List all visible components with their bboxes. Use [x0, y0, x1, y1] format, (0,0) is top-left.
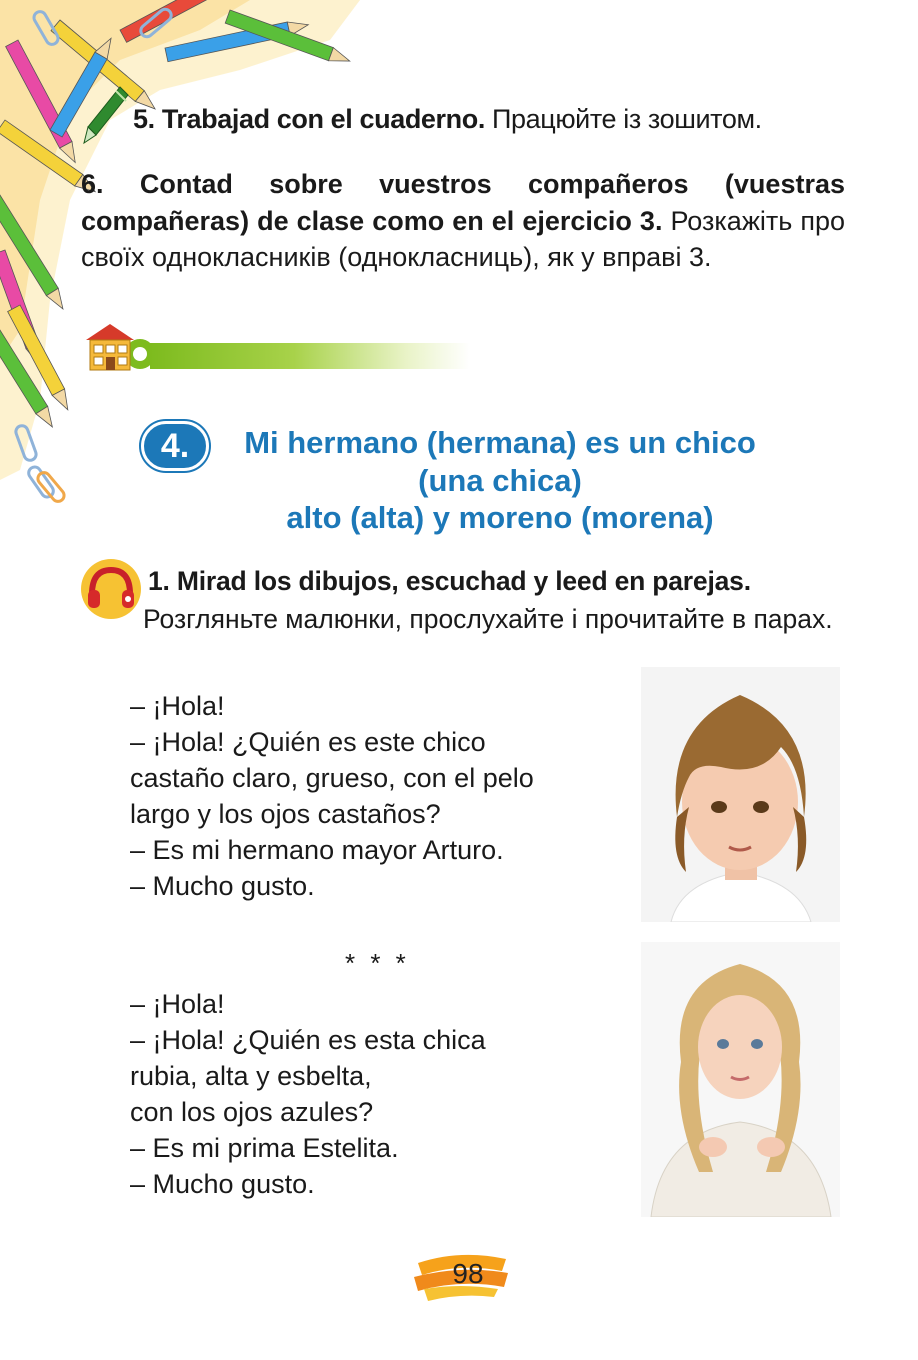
exercise-1-translation: Розгляньте малюнки, прослухайте і прочитайте в парах. [143, 604, 833, 634]
dialog-line: – ¡Hola! ¿Quién es este chico [130, 727, 486, 757]
dialog-line: – ¡Hola! [130, 989, 225, 1019]
lesson-title-line-2: (una chica) [418, 462, 582, 498]
dialog-line: – ¡Hola! ¿Quién es esta chica [130, 1025, 486, 1055]
pen-icon [82, 85, 130, 147]
dialog-2 [130, 986, 486, 1202]
exercise-5-translation: Працюйте із зошитом. [492, 104, 762, 134]
exercise-6-instruction: 6. Contad sobre vuestros compañeros (vuestras compañeras) de clase como en el ejercicio 3. [81, 169, 845, 236]
dialog-line: – Es mi hermano mayor Arturo. [130, 835, 504, 865]
exercise-6-translation: Розкажіть про своїх однокласників (однокласниць), як у вправі 3. [81, 205, 845, 272]
exercise-1-instruction: 1. Mirad los dibujos, escuchad y leed en parejas. [148, 566, 751, 596]
section-divider [150, 343, 470, 369]
page-number: 98 [452, 1258, 484, 1289]
lesson-title [200, 424, 800, 537]
boy-photo [641, 667, 840, 922]
girl-photo [641, 942, 840, 1217]
dialog-line: con los ojos azules? [130, 1097, 374, 1127]
dialog-separator: * * * [345, 948, 410, 978]
dialog-line: largo y los ojos castaños? [130, 799, 441, 829]
dialog-line: – ¡Hola! [130, 691, 225, 721]
dialog-line: – Es mi prima Estelita. [130, 1133, 399, 1163]
dialog-line: – Mucho gusto. [130, 1169, 315, 1199]
dialog-line: rubia, alta y esbelta, [130, 1061, 372, 1091]
dialog-line: – Mucho gusto. [130, 871, 315, 901]
dialog-1 [130, 688, 534, 904]
dialog-line: castaño claro, grueso, con el pelo [130, 763, 534, 793]
lesson-title-line-1: Mi hermano (hermana) es un chico [244, 425, 756, 460]
exercise-5 [133, 104, 762, 135]
exercise-6 [81, 166, 845, 276]
house-icon [82, 320, 158, 372]
lesson-title-line-3: alto (alta) y moreno (morena) [286, 500, 714, 535]
lesson-number-badge: 4. [141, 421, 209, 471]
exercise-5-instruction: 5. Trabajad con el cuaderno. [133, 104, 485, 134]
